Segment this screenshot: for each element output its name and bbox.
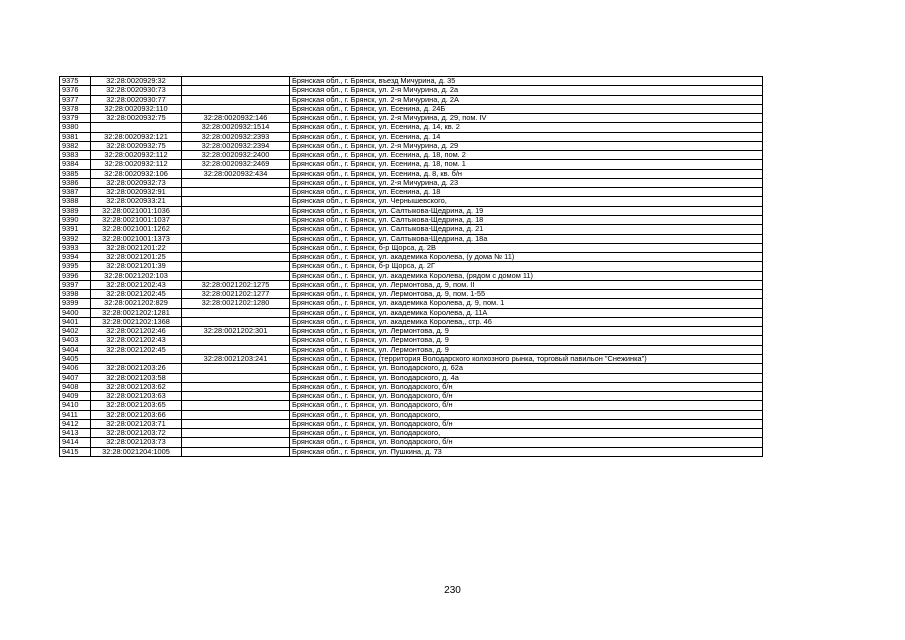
cadastral-number-cell: 32:28:0020930:77	[91, 95, 182, 104]
row-number-cell: 9412	[60, 419, 91, 428]
row-number-cell: 9415	[60, 447, 91, 456]
premises-cadastral-number-cell: 32:28:0020932:146	[182, 114, 290, 123]
premises-cadastral-number-cell: 32:28:0020932:2393	[182, 132, 290, 141]
premises-cadastral-number-cell	[182, 308, 290, 317]
address-cell: Брянская обл., г. Брянск, ул. Салтыкова-Щедрина, д. 18а	[290, 234, 763, 243]
cadastral-number-cell: 32:28:0020932:112	[91, 151, 182, 160]
address-cell: Брянская обл., г. Брянск, б-р Щорса, д. 2В	[290, 243, 763, 252]
row-number-cell: 9376	[60, 86, 91, 95]
cadastral-number-cell: 32:28:0021001:1373	[91, 234, 182, 243]
row-number-cell: 9403	[60, 336, 91, 345]
cadastral-number-cell: 32:28:0021203:58	[91, 373, 182, 382]
cadastral-number-cell: 32:28:0021202:43	[91, 336, 182, 345]
address-cell: Брянская обл., г. Брянск, ул. Володарского, д. 62а	[290, 364, 763, 373]
address-cell: Брянская обл., г. Брянск, ул. Есенина, д. 24Б	[290, 104, 763, 113]
cadastral-number-cell: 32:28:0021203:63	[91, 392, 182, 401]
cadastral-number-cell: 32:28:0020932:73	[91, 178, 182, 187]
address-cell: Брянская обл., г. Брянск, ул. 2-я Мичурина, д. 29	[290, 141, 763, 150]
cadastral-number-cell: 32:28:0020929:32	[91, 77, 182, 86]
register-table	[59, 76, 763, 457]
address-cell: Брянская обл., г. Брянск, ул. Володарского,	[290, 410, 763, 419]
address-cell: Брянская обл., г. Брянск, ул. Салтыкова-Щедрина, д. 19	[290, 206, 763, 215]
row-number-cell: 9411	[60, 410, 91, 419]
address-cell: Брянская обл., г. Брянск, ул. Володарского, д. 4а	[290, 373, 763, 382]
table-row	[60, 104, 763, 113]
cadastral-number-cell: 32:28:0020932:110	[91, 104, 182, 113]
row-number-cell: 9405	[60, 354, 91, 363]
row-number-cell: 9393	[60, 243, 91, 252]
row-number-cell: 9392	[60, 234, 91, 243]
cadastral-number-cell: 32:28:0021202:1281	[91, 308, 182, 317]
cadastral-number-cell: 32:28:0020932:112	[91, 160, 182, 169]
address-cell: Брянская обл., г. Брянск, ул. Володарского, б/н	[290, 392, 763, 401]
address-cell: Брянская обл., г. Брянск, ул. академика Королева, д. 9, пом. 1	[290, 299, 763, 308]
cadastral-number-cell: 32:28:0021203:65	[91, 401, 182, 410]
premises-cadastral-number-cell	[182, 447, 290, 456]
premises-cadastral-number-cell	[182, 382, 290, 391]
cadastral-number-cell: 32:28:0021001:1262	[91, 225, 182, 234]
register-table-body	[60, 77, 763, 457]
table-row	[60, 234, 763, 243]
table-row	[60, 151, 763, 160]
table-row	[60, 419, 763, 428]
address-cell: Брянская обл., г. Брянск, ул. 2-я Мичурина, д. 29, пом. IV	[290, 114, 763, 123]
premises-cadastral-number-cell	[182, 364, 290, 373]
row-number-cell: 9378	[60, 104, 91, 113]
row-number-cell: 9391	[60, 225, 91, 234]
cadastral-number-cell: 32:28:0021203:26	[91, 364, 182, 373]
cadastral-number-cell: 32:28:0020932:121	[91, 132, 182, 141]
row-number-cell: 9413	[60, 429, 91, 438]
row-number-cell: 9399	[60, 299, 91, 308]
table-row	[60, 327, 763, 336]
row-number-cell: 9410	[60, 401, 91, 410]
table-row	[60, 225, 763, 234]
row-number-cell: 9375	[60, 77, 91, 86]
address-cell: Брянская обл., г. Брянск, ул. Чернышевского,	[290, 197, 763, 206]
premises-cadastral-number-cell	[182, 197, 290, 206]
address-cell: Брянская обл., г. Брянск, ул. Есенина, д. 18, пом. 2	[290, 151, 763, 160]
address-cell: Брянская обл., г. Брянск, ул. Есенина, д. 14, кв. 2	[290, 123, 763, 132]
row-number-cell: 9407	[60, 373, 91, 382]
row-number-cell: 9381	[60, 132, 91, 141]
address-cell: Брянская обл., г. Брянск, ул. Есенина, д. 14	[290, 132, 763, 141]
table-row	[60, 262, 763, 271]
table-row	[60, 401, 763, 410]
address-cell: Брянская обл., г. Брянск, ул. 2-я Мичурина, д. 2а	[290, 86, 763, 95]
address-cell: Брянская обл., г. Брянск, ул. 2-я Мичурина, д. 23	[290, 178, 763, 187]
row-number-cell: 9388	[60, 197, 91, 206]
address-cell: Брянская обл., г. Брянск, ул. Пушкина, д. 73	[290, 447, 763, 456]
premises-cadastral-number-cell	[182, 392, 290, 401]
premises-cadastral-number-cell	[182, 317, 290, 326]
address-cell: Брянская обл., г. Брянск, ул. Володарского, б/н	[290, 419, 763, 428]
cadastral-number-cell: 32:28:0021202:46	[91, 327, 182, 336]
table-row	[60, 197, 763, 206]
row-number-cell: 9397	[60, 280, 91, 289]
cadastral-number-cell	[91, 354, 182, 363]
cadastral-number-cell: 32:28:0021203:73	[91, 438, 182, 447]
row-number-cell: 9379	[60, 114, 91, 123]
address-cell: Брянская обл., г. Брянск, ул. Лермонтова, д. 9	[290, 336, 763, 345]
cadastral-number-cell: 32:28:0020932:75	[91, 141, 182, 150]
address-cell: Брянская обл., г. Брянск, ул. 2-я Мичурина, д. 2А	[290, 95, 763, 104]
cadastral-number-cell: 32:28:0021204:1005	[91, 447, 182, 456]
cadastral-number-cell: 32:28:0020932:106	[91, 169, 182, 178]
address-cell: Брянская обл., г. Брянск, ул. академика Королева, (у дома № 11)	[290, 253, 763, 262]
premises-cadastral-number-cell	[182, 253, 290, 262]
cadastral-number-cell: 32:28:0021202:43	[91, 280, 182, 289]
cadastral-number-cell: 32:28:0021001:1037	[91, 215, 182, 224]
premises-cadastral-number-cell	[182, 243, 290, 252]
address-cell: Брянская обл., г. Брянск, (территория Володарского колхозного рынка, торговый павильон "Снежинка")	[290, 354, 763, 363]
cadastral-number-cell: 32:28:0021202:103	[91, 271, 182, 280]
premises-cadastral-number-cell	[182, 188, 290, 197]
table-row	[60, 392, 763, 401]
address-cell: Брянская обл., г. Брянск, ул. академика Королева,, стр. 46	[290, 317, 763, 326]
row-number-cell: 9385	[60, 169, 91, 178]
cadastral-number-cell: 32:28:0021202:829	[91, 299, 182, 308]
premises-cadastral-number-cell: 32:28:0021202:1280	[182, 299, 290, 308]
address-cell: Брянская обл., г. Брянск, ул. Володарского, б/н	[290, 382, 763, 391]
address-cell: Брянская обл., г. Брянск, ул. Есенина, д. 8, кв. б/н	[290, 169, 763, 178]
premises-cadastral-number-cell	[182, 410, 290, 419]
premises-cadastral-number-cell	[182, 262, 290, 271]
cadastral-number-cell: 32:28:0021201:25	[91, 253, 182, 262]
premises-cadastral-number-cell	[182, 373, 290, 382]
table-row	[60, 253, 763, 262]
address-cell: Брянская обл., г. Брянск, ул. Лермонтова, д. 9, пом. II	[290, 280, 763, 289]
cadastral-number-cell: 32:28:0021202:45	[91, 290, 182, 299]
row-number-cell: 9401	[60, 317, 91, 326]
row-number-cell: 9408	[60, 382, 91, 391]
premises-cadastral-number-cell: 32:28:0021203:241	[182, 354, 290, 363]
table-row	[60, 114, 763, 123]
row-number-cell: 9409	[60, 392, 91, 401]
premises-cadastral-number-cell	[182, 336, 290, 345]
premises-cadastral-number-cell: 32:28:0020932:1514	[182, 123, 290, 132]
address-cell: Брянская обл., г. Брянск, ул. Володарского, б/н	[290, 438, 763, 447]
premises-cadastral-number-cell: 32:28:0020932:434	[182, 169, 290, 178]
table-row	[60, 290, 763, 299]
table-row	[60, 438, 763, 447]
cadastral-number-cell: 32:28:0020932:91	[91, 188, 182, 197]
premises-cadastral-number-cell	[182, 86, 290, 95]
row-number-cell: 9394	[60, 253, 91, 262]
table-row	[60, 382, 763, 391]
table-row	[60, 178, 763, 187]
table-row	[60, 271, 763, 280]
table-row	[60, 280, 763, 289]
table-row	[60, 308, 763, 317]
table-row	[60, 243, 763, 252]
address-cell: Брянская обл., г. Брянск, ул. Володарского, б/н	[290, 401, 763, 410]
table-row	[60, 160, 763, 169]
address-cell: Брянская обл., г. Брянск, въезд Мичурина, д. 35	[290, 77, 763, 86]
address-cell: Брянская обл., г. Брянск, ул. академика Королева, (рядом с домом 11)	[290, 271, 763, 280]
premises-cadastral-number-cell	[182, 104, 290, 113]
address-cell: Брянская обл., г. Брянск, ул. Лермонтова, д. 9, пом. 1-55	[290, 290, 763, 299]
row-number-cell: 9383	[60, 151, 91, 160]
cadastral-number-cell: 32:28:0021202:45	[91, 345, 182, 354]
cadastral-number-cell: 32:28:0020933:21	[91, 197, 182, 206]
table-row	[60, 215, 763, 224]
cadastral-number-cell: 32:28:0021203:71	[91, 419, 182, 428]
cadastral-number-cell: 32:28:0021201:22	[91, 243, 182, 252]
row-number-cell: 9396	[60, 271, 91, 280]
address-cell: Брянская обл., г. Брянск, ул. Лермонтова, д. 9	[290, 327, 763, 336]
row-number-cell: 9384	[60, 160, 91, 169]
table-row	[60, 364, 763, 373]
row-number-cell: 9406	[60, 364, 91, 373]
cadastral-number-cell	[91, 123, 182, 132]
premises-cadastral-number-cell: 32:28:0020932:2400	[182, 151, 290, 160]
table-row	[60, 345, 763, 354]
premises-cadastral-number-cell: 32:28:0020932:2394	[182, 141, 290, 150]
premises-cadastral-number-cell	[182, 429, 290, 438]
table-row	[60, 169, 763, 178]
row-number-cell: 9400	[60, 308, 91, 317]
address-cell: Брянская обл., г. Брянск, б-р Щорса, д. 2Г	[290, 262, 763, 271]
address-cell: Брянская обл., г. Брянск, ул. Лермонтова, д. 9	[290, 345, 763, 354]
row-number-cell: 9382	[60, 141, 91, 150]
premises-cadastral-number-cell: 32:28:0021202:301	[182, 327, 290, 336]
row-number-cell: 9414	[60, 438, 91, 447]
premises-cadastral-number-cell	[182, 206, 290, 215]
premises-cadastral-number-cell	[182, 419, 290, 428]
premises-cadastral-number-cell	[182, 178, 290, 187]
address-cell: Брянская обл., г. Брянск, ул. Есенина, д. 18, пом. 1	[290, 160, 763, 169]
premises-cadastral-number-cell: 32:28:0021202:1275	[182, 280, 290, 289]
premises-cadastral-number-cell	[182, 225, 290, 234]
cadastral-number-cell: 32:28:0021203:62	[91, 382, 182, 391]
premises-cadastral-number-cell	[182, 345, 290, 354]
table-row	[60, 123, 763, 132]
row-number-cell: 9386	[60, 178, 91, 187]
cadastral-number-cell: 32:28:0020932:75	[91, 114, 182, 123]
address-cell: Брянская обл., г. Брянск, ул. Салтыкова-Щедрина, д. 21	[290, 225, 763, 234]
table-row	[60, 188, 763, 197]
row-number-cell: 9390	[60, 215, 91, 224]
table-row	[60, 354, 763, 363]
table-row	[60, 410, 763, 419]
premises-cadastral-number-cell	[182, 215, 290, 224]
table-row	[60, 77, 763, 86]
cadastral-number-cell: 32:28:0021203:72	[91, 429, 182, 438]
table-row	[60, 86, 763, 95]
table-row	[60, 317, 763, 326]
cadastral-number-cell: 32:28:0021203:66	[91, 410, 182, 419]
row-number-cell: 9404	[60, 345, 91, 354]
table-row	[60, 132, 763, 141]
cadastral-number-cell: 32:28:0021001:1036	[91, 206, 182, 215]
page-number: 230	[444, 585, 461, 596]
row-number-cell: 9389	[60, 206, 91, 215]
table-row	[60, 447, 763, 456]
premises-cadastral-number-cell: 32:28:0021202:1277	[182, 290, 290, 299]
row-number-cell: 9402	[60, 327, 91, 336]
cadastral-number-cell: 32:28:0021202:1368	[91, 317, 182, 326]
premises-cadastral-number-cell	[182, 438, 290, 447]
cadastral-number-cell: 32:28:0021201:39	[91, 262, 182, 271]
table-row	[60, 206, 763, 215]
table-row	[60, 299, 763, 308]
row-number-cell: 9387	[60, 188, 91, 197]
premises-cadastral-number-cell	[182, 95, 290, 104]
table-row	[60, 429, 763, 438]
premises-cadastral-number-cell	[182, 77, 290, 86]
address-cell: Брянская обл., г. Брянск, ул. Есенина, д. 18	[290, 188, 763, 197]
premises-cadastral-number-cell	[182, 271, 290, 280]
premises-cadastral-number-cell: 32:28:0020932:2469	[182, 160, 290, 169]
premises-cadastral-number-cell	[182, 234, 290, 243]
address-cell: Брянская обл., г. Брянск, ул. академика Королева, д. 11А	[290, 308, 763, 317]
row-number-cell: 9395	[60, 262, 91, 271]
cadastral-number-cell: 32:28:0020930:73	[91, 86, 182, 95]
premises-cadastral-number-cell	[182, 401, 290, 410]
address-cell: Брянская обл., г. Брянск, ул. Салтыкова-Щедрина, д. 18	[290, 215, 763, 224]
table-row	[60, 141, 763, 150]
table-row	[60, 95, 763, 104]
address-cell: Брянская обл., г. Брянск, ул. Володарского,	[290, 429, 763, 438]
row-number-cell: 9377	[60, 95, 91, 104]
row-number-cell: 9380	[60, 123, 91, 132]
table-row	[60, 373, 763, 382]
table-row	[60, 336, 763, 345]
row-number-cell: 9398	[60, 290, 91, 299]
